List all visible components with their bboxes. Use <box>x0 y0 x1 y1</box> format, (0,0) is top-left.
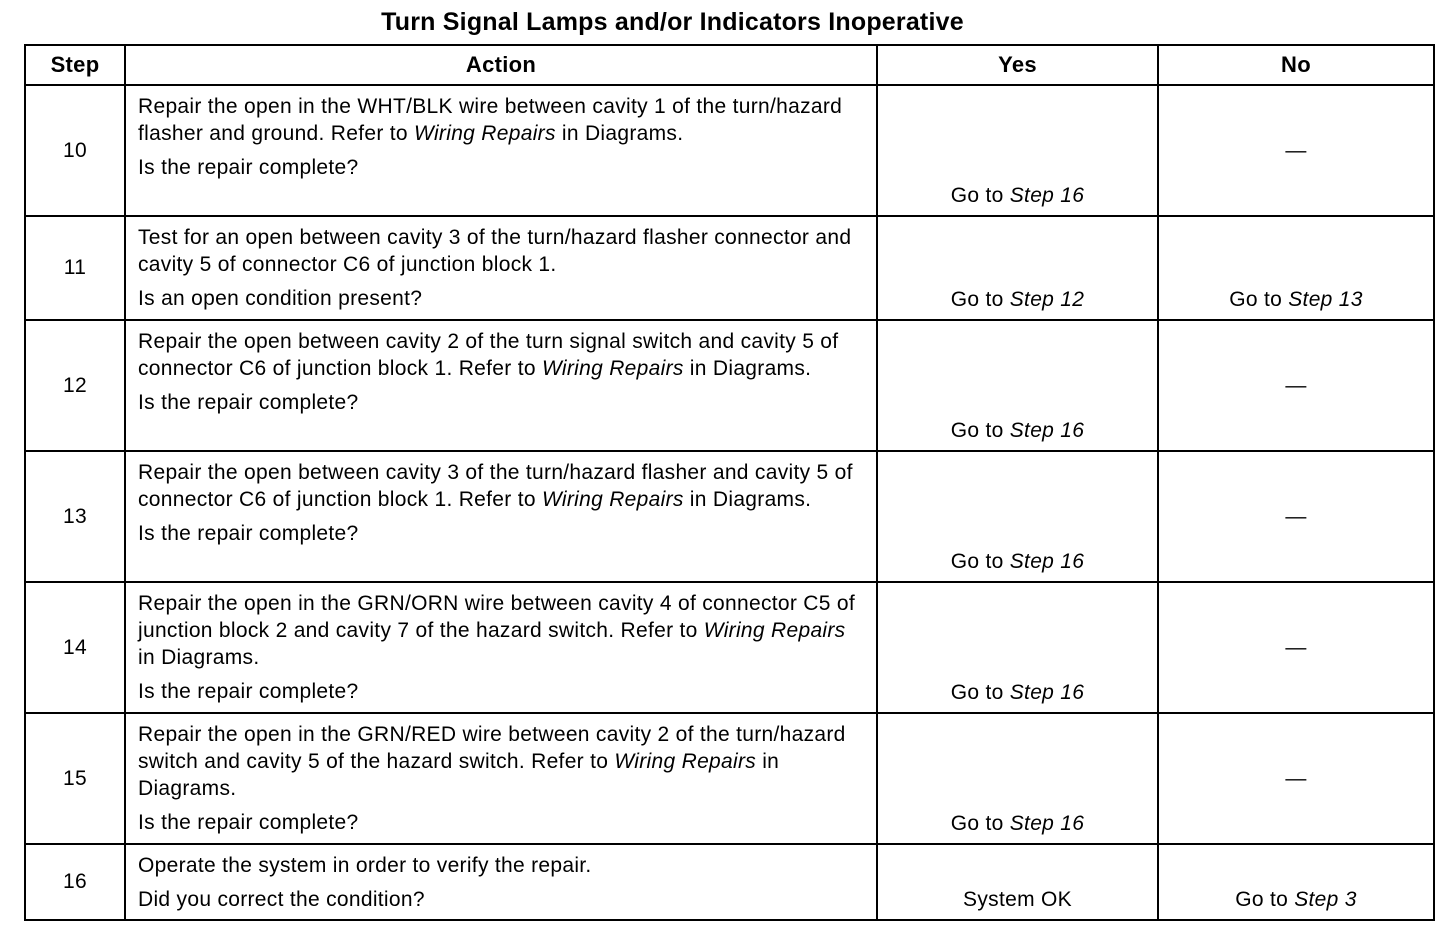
table-row <box>25 216 1434 320</box>
table-row <box>25 582 1434 713</box>
action-text: Repair the open in the WHT/BLK wire between cavity 1 of the turn/hazard flasher and ground. Refer to Wiring Repairs in Diagrams. <box>138 95 843 145</box>
action-question: Is an open condition present? <box>138 287 423 310</box>
reference-text: Wiring Repairs <box>541 357 684 380</box>
action-question: Is the repair complete? <box>138 522 359 545</box>
step-number: 15 <box>25 713 125 844</box>
table-row <box>25 713 1434 844</box>
header-row <box>25 45 1434 85</box>
yes-cell: Go to Step 12 <box>877 216 1158 320</box>
step-number: 16 <box>25 844 125 920</box>
header-action: Action <box>125 45 877 85</box>
action-text: Test for an open between cavity 3 of the turn/hazard flasher connector and cavity 5 of connector C6 of junction block 1. <box>138 226 852 276</box>
yes-cell: Go to Step 16 <box>877 451 1158 582</box>
step-number: 14 <box>25 582 125 713</box>
step-link: Step 16 <box>1009 419 1085 442</box>
action-cell <box>125 216 877 320</box>
step-number: 12 <box>25 320 125 451</box>
step-link: Step 12 <box>1009 288 1085 311</box>
step-link: Step 16 <box>1009 550 1085 573</box>
step-link: Step 3 <box>1294 888 1357 911</box>
reference-text: Wiring Repairs <box>703 619 846 642</box>
header-step: Step <box>25 45 125 85</box>
action-text: Repair the open between cavity 3 of the turn/hazard flasher and cavity 5 of connector C6 of junction block 1. Refer to Wiring Repairs in Diagrams. <box>138 461 853 511</box>
header-yes: Yes <box>877 45 1158 85</box>
no-cell: Go to Step 3 <box>1158 844 1434 920</box>
table-row <box>25 844 1434 920</box>
action-text: Repair the open in the GRN/RED wire between cavity 2 of the turn/hazard switch and cavity 5 of the hazard switch. Refer to Wiring Repairs in Diagrams. <box>138 723 846 800</box>
step-number: 13 <box>25 451 125 582</box>
action-text: Repair the open between cavity 2 of the turn signal switch and cavity 5 of connector C6 of junction block 1. Refer to Wiring Repairs in Diagrams. <box>138 330 839 380</box>
step-number: 10 <box>25 85 125 216</box>
no-cell: — <box>1158 582 1434 713</box>
diagnostic-table <box>24 44 1435 921</box>
reference-text: Wiring Repairs <box>541 488 684 511</box>
header-no: No <box>1158 45 1434 85</box>
action-question: Is the repair complete? <box>138 680 359 703</box>
action-question: Is the repair complete? <box>138 156 359 179</box>
no-cell: — <box>1158 320 1434 451</box>
yes-cell: Go to Step 16 <box>877 85 1158 216</box>
action-cell <box>125 844 877 920</box>
no-cell: — <box>1158 713 1434 844</box>
step-link: Step 16 <box>1009 812 1085 835</box>
reference-text: Wiring Repairs <box>614 750 757 773</box>
table-row <box>25 320 1434 451</box>
step-link: Step 13 <box>1288 288 1363 311</box>
action-question: Is the repair complete? <box>138 391 359 414</box>
table-row <box>25 85 1434 216</box>
step-link: Step 16 <box>1009 681 1085 704</box>
yes-cell: Go to Step 16 <box>877 582 1158 713</box>
action-text: Operate the system in order to verify the repair. <box>138 854 592 877</box>
yes-cell: Go to Step 16 <box>877 320 1158 451</box>
yes-cell: Go to Step 16 <box>877 713 1158 844</box>
action-question: Did you correct the condition? <box>138 888 425 911</box>
action-question: Is the repair complete? <box>138 811 359 834</box>
reference-text: Wiring Repairs <box>414 122 556 145</box>
action-cell <box>125 451 877 582</box>
action-cell <box>125 85 877 216</box>
action-text: Repair the open in the GRN/ORN wire between cavity 4 of connector C5 of junction block 2 and cavity 7 of the hazard switch. Refer to Wiring Repairs in Diagrams. <box>138 592 855 669</box>
yes-cell: System OK <box>877 844 1158 920</box>
step-number: 11 <box>25 216 125 320</box>
action-cell <box>125 713 877 844</box>
action-cell <box>125 582 877 713</box>
table-row <box>25 451 1434 582</box>
no-cell: — <box>1158 85 1434 216</box>
no-cell: — <box>1158 451 1434 582</box>
page-title: Turn Signal Lamps and/or Indicators Inoperative <box>381 8 964 36</box>
step-link: Step 16 <box>1009 184 1085 207</box>
action-cell <box>125 320 877 451</box>
no-cell: Go to Step 13 <box>1158 216 1434 320</box>
